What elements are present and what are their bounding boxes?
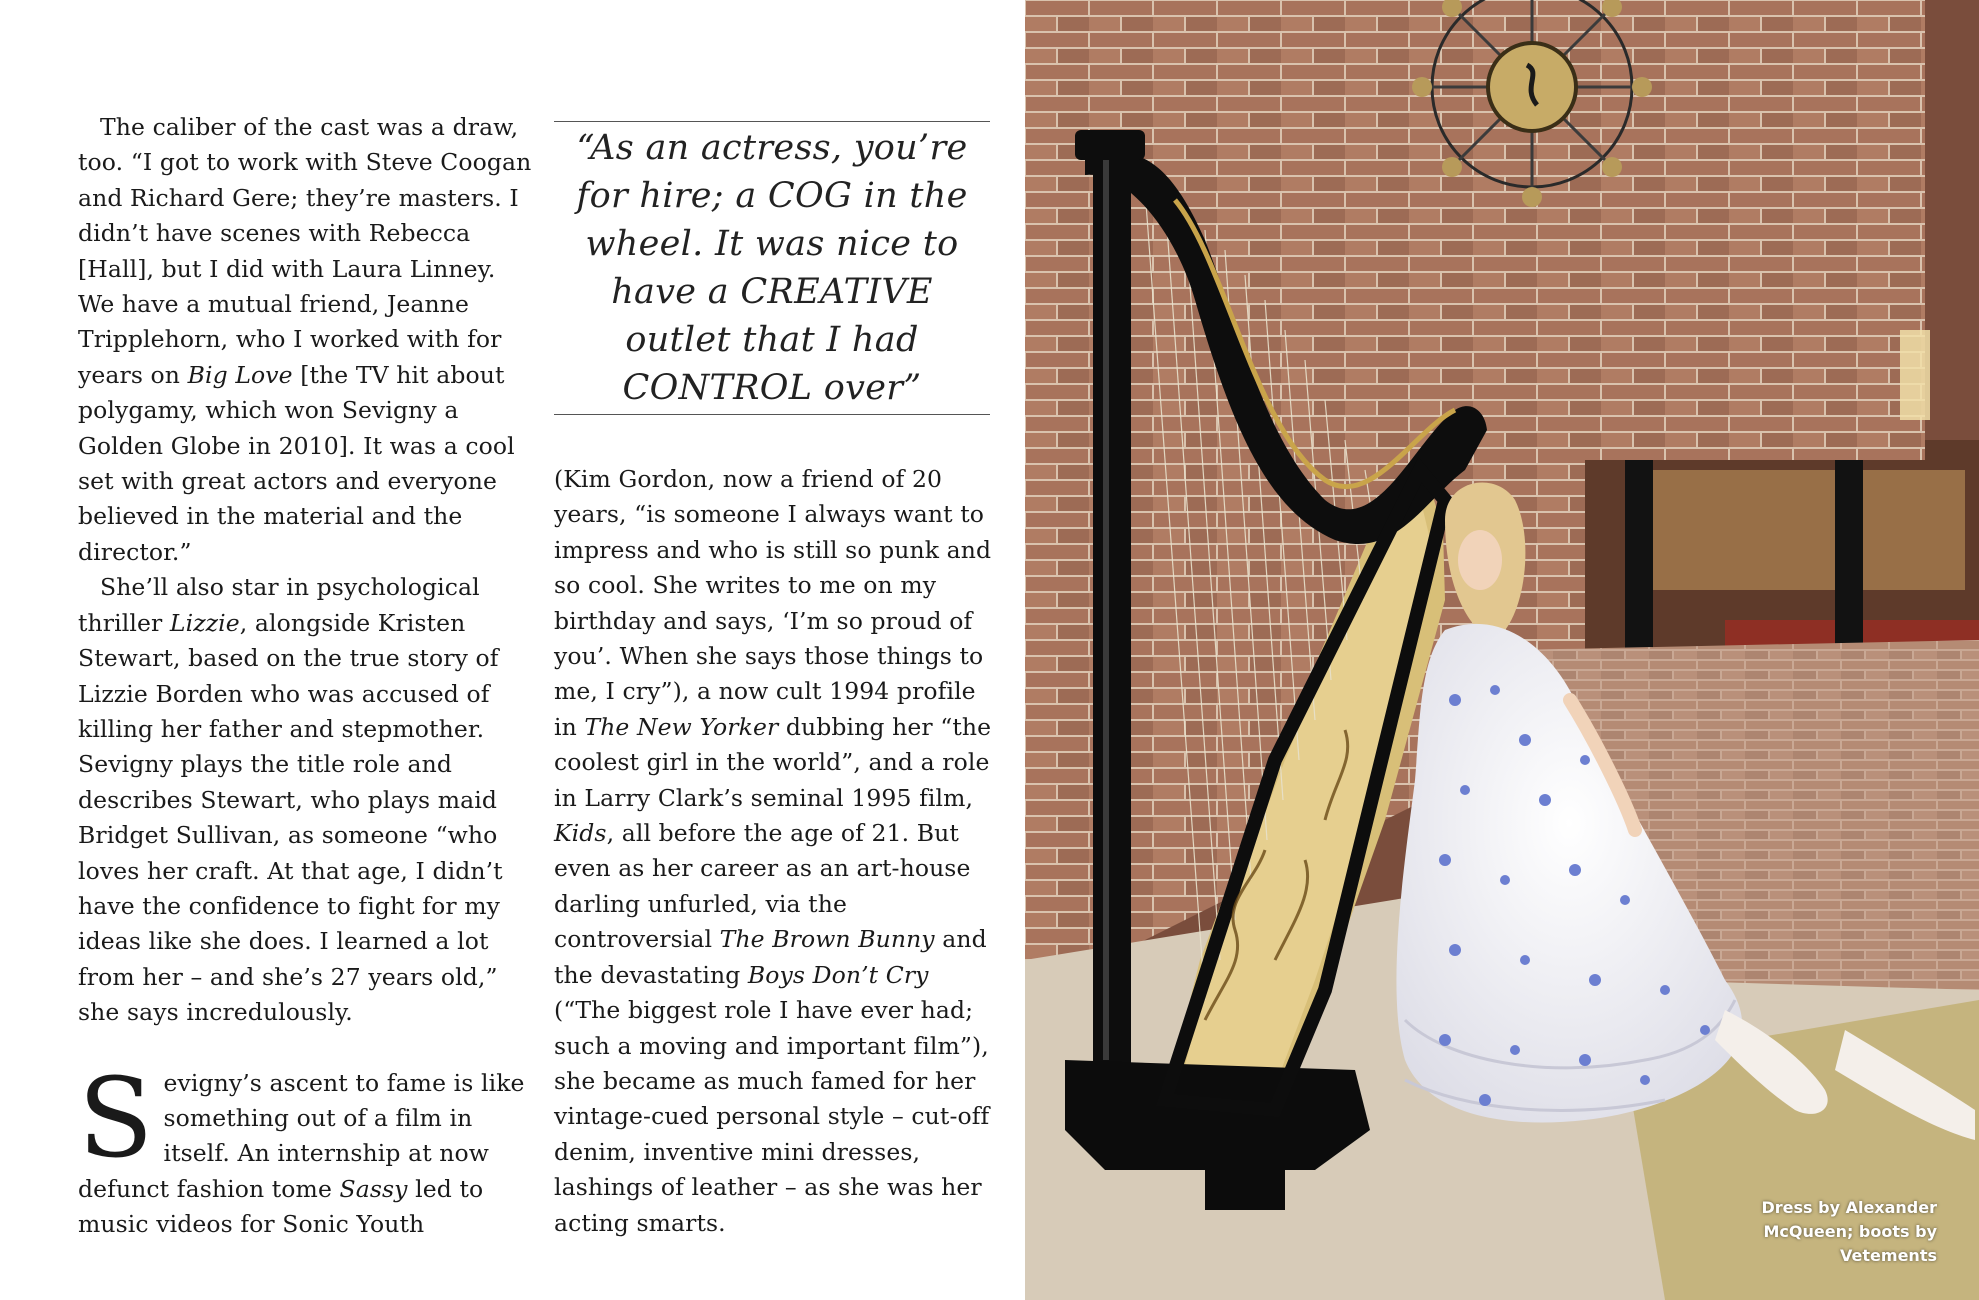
italic-title: Sassy xyxy=(339,1174,408,1203)
text-run: (Kim Gordon, now a friend of 20 years, “is someone I always want to impress and who is still so punk and so cool. She writes to me on my birthday and says, ‘I’m so proud of you’. When she says those things to me, I cry”), a now cult 1994 profile in xyxy=(554,465,992,741)
harp-photograph xyxy=(1025,0,1979,1300)
text-run: , all before the age of 21. But even as her career as an art-house darling unfurled, via the controversial xyxy=(554,819,971,954)
paragraph-dropcap xyxy=(78,1053,538,1243)
text-run: (“The biggest role I have ever had; such a moving and important film”), she became as much famed for her vintage-cued personal style – cut-off denim, inventive mini dresses, lashings of leather – as she was her acting smarts. xyxy=(554,996,990,1237)
italic-title: The New Yorker xyxy=(584,712,779,741)
photo-caption xyxy=(1737,1196,1937,1268)
text-run: evigny’s ascent to fame is like something out of a film in itself. An internship at now defunct fashion tome xyxy=(78,1068,525,1203)
photo-illustration xyxy=(1025,0,1979,1300)
italic-title: Boys Don’t Cry xyxy=(747,960,929,989)
caption-line: Dress by Alexander xyxy=(1761,1198,1937,1217)
middle-text-column xyxy=(554,462,999,1241)
italic-title: Big Love xyxy=(187,360,293,389)
paragraph xyxy=(554,462,999,1241)
text-run: led to music videos for Sonic Youth xyxy=(78,1174,484,1239)
pull-quote-text: “As an actress, you’re for hire; a COG in the wheel. It was nice to have a CREATIVE outlet that I had CONTROL over” xyxy=(576,128,968,408)
text-run: The caliber of the cast was a draw, too. “I got to work with Steve Coogan and Richard Gere; they’re masters. I didn’t have scenes with Rebecca [Hall], but I did with Laura Linney. We have a mutual friend, Jeanne Tripplehorn, who I worked with for years on xyxy=(78,113,532,389)
text-run: and the devastating xyxy=(554,925,987,989)
caption-line: McQueen; boots by xyxy=(1763,1222,1937,1241)
text-run: , alongside Kristen Stewart, based on the true story of Lizzie Borden who was accused of killing her father and stepmother. Sevigny plays the title role and describes Stewart, who plays maid Bridget Sullivan, as someone “who loves her craft. At that age, I didn’t have the confidence to fight for my ideas like she does. I learned a lot from her – and she’s 27 years old,” she says incredulously. xyxy=(78,608,503,1027)
text-run: She’ll also star in psychological thriller xyxy=(78,573,480,637)
text-run: [the TV hit about polygamy, which won Sevigny a Golden Globe in 2010]. It was a cool set with great actors and everyone believed in the material and the director.” xyxy=(78,360,515,566)
paragraph xyxy=(78,570,538,1030)
italic-title: Lizzie xyxy=(169,608,240,637)
pull-quote xyxy=(554,121,990,415)
italic-title: The Brown Bunny xyxy=(719,925,935,954)
left-text-column xyxy=(78,110,538,1243)
text-run: dubbing her “the coolest girl in the world”, and a role in Larry Clark’s seminal 1995 film, xyxy=(554,712,992,812)
caption-line: Vetements xyxy=(1840,1246,1937,1265)
drop-cap: S xyxy=(78,1053,154,1182)
paragraph xyxy=(78,110,538,570)
italic-title: Kids xyxy=(554,819,607,848)
